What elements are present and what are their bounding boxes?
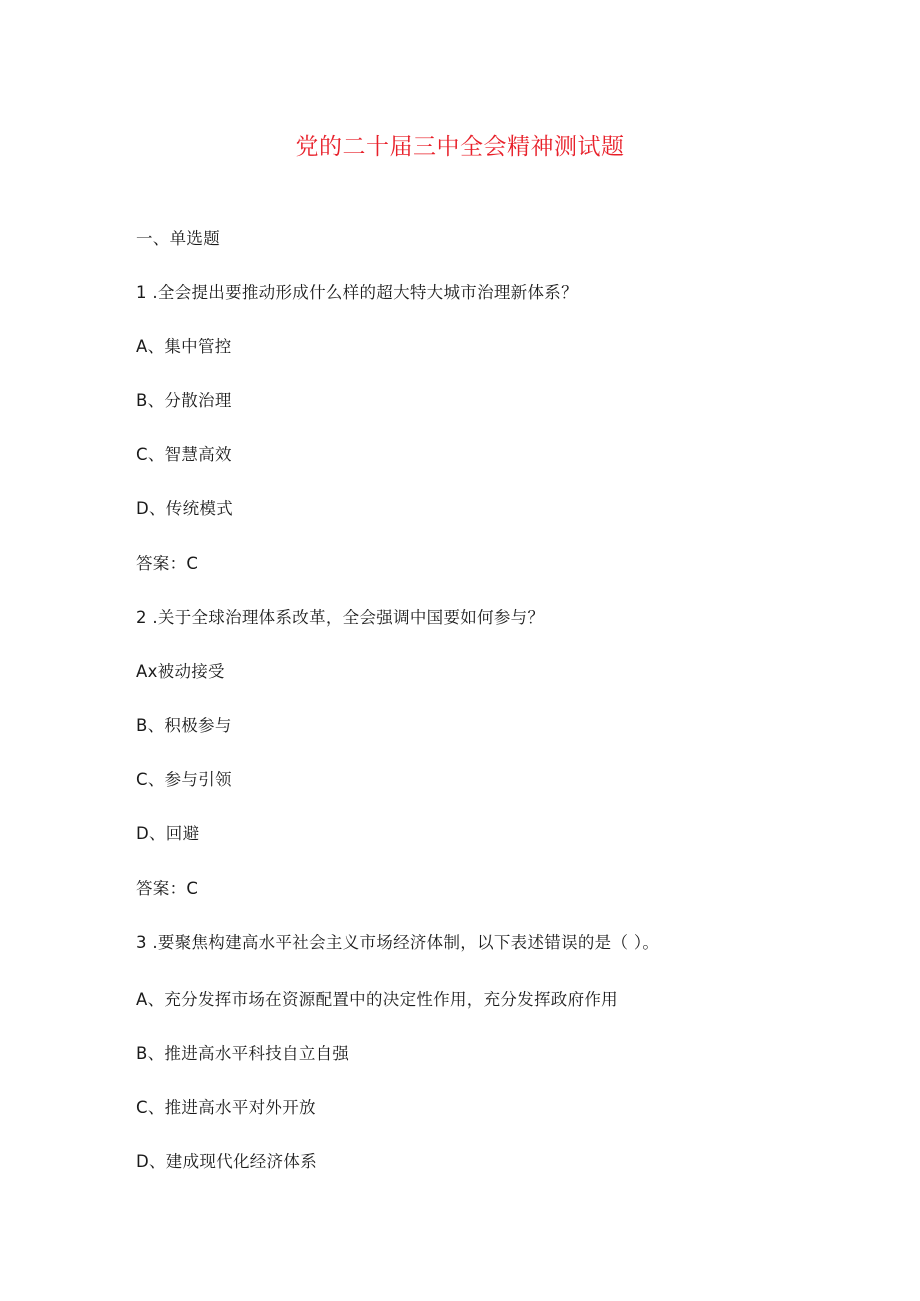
question-3-stem: 3 .要聚焦构建高水平社会主义市场经济体制，以下表述错误的是（ ）。 xyxy=(136,933,660,952)
question-3-option-a: A、充分发挥市场在资源配置中的决定性作用，充分发挥政府作用 xyxy=(136,990,618,1009)
question-2-stem: 2 .关于全球治理体系改革，全会强调中国要如何参与？ xyxy=(136,608,545,627)
question-1-option-c: C、智慧高效 xyxy=(136,445,232,464)
document-title: 党的二十届三中全会精神测试题 xyxy=(295,134,625,160)
question-2-answer: 答案：C xyxy=(136,879,199,898)
question-1-stem: 1 .全会提出要推动形成什么样的超大特大城市治理新体系？ xyxy=(136,283,578,302)
question-3-option-d: D、建成现代化经济体系 xyxy=(136,1152,318,1171)
question-2-option-d: D、回避 xyxy=(136,824,200,843)
section-heading: 一、单选题 xyxy=(136,229,220,248)
question-1-option-b: B、分散治理 xyxy=(136,391,232,410)
question-2-option-a: Ax被动接受 xyxy=(136,662,225,681)
question-1-option-d: D、传统模式 xyxy=(136,499,234,518)
question-2-option-c: C、参与引领 xyxy=(136,770,232,789)
question-2-option-b: B、积极参与 xyxy=(136,716,232,735)
question-1-option-a: A、集中管控 xyxy=(136,337,232,356)
question-1-answer: 答案：C xyxy=(136,554,199,573)
question-3-option-c: C、推进高水平对外开放 xyxy=(136,1098,316,1117)
question-3-option-b: B、推进高水平科技自立自强 xyxy=(136,1044,350,1063)
